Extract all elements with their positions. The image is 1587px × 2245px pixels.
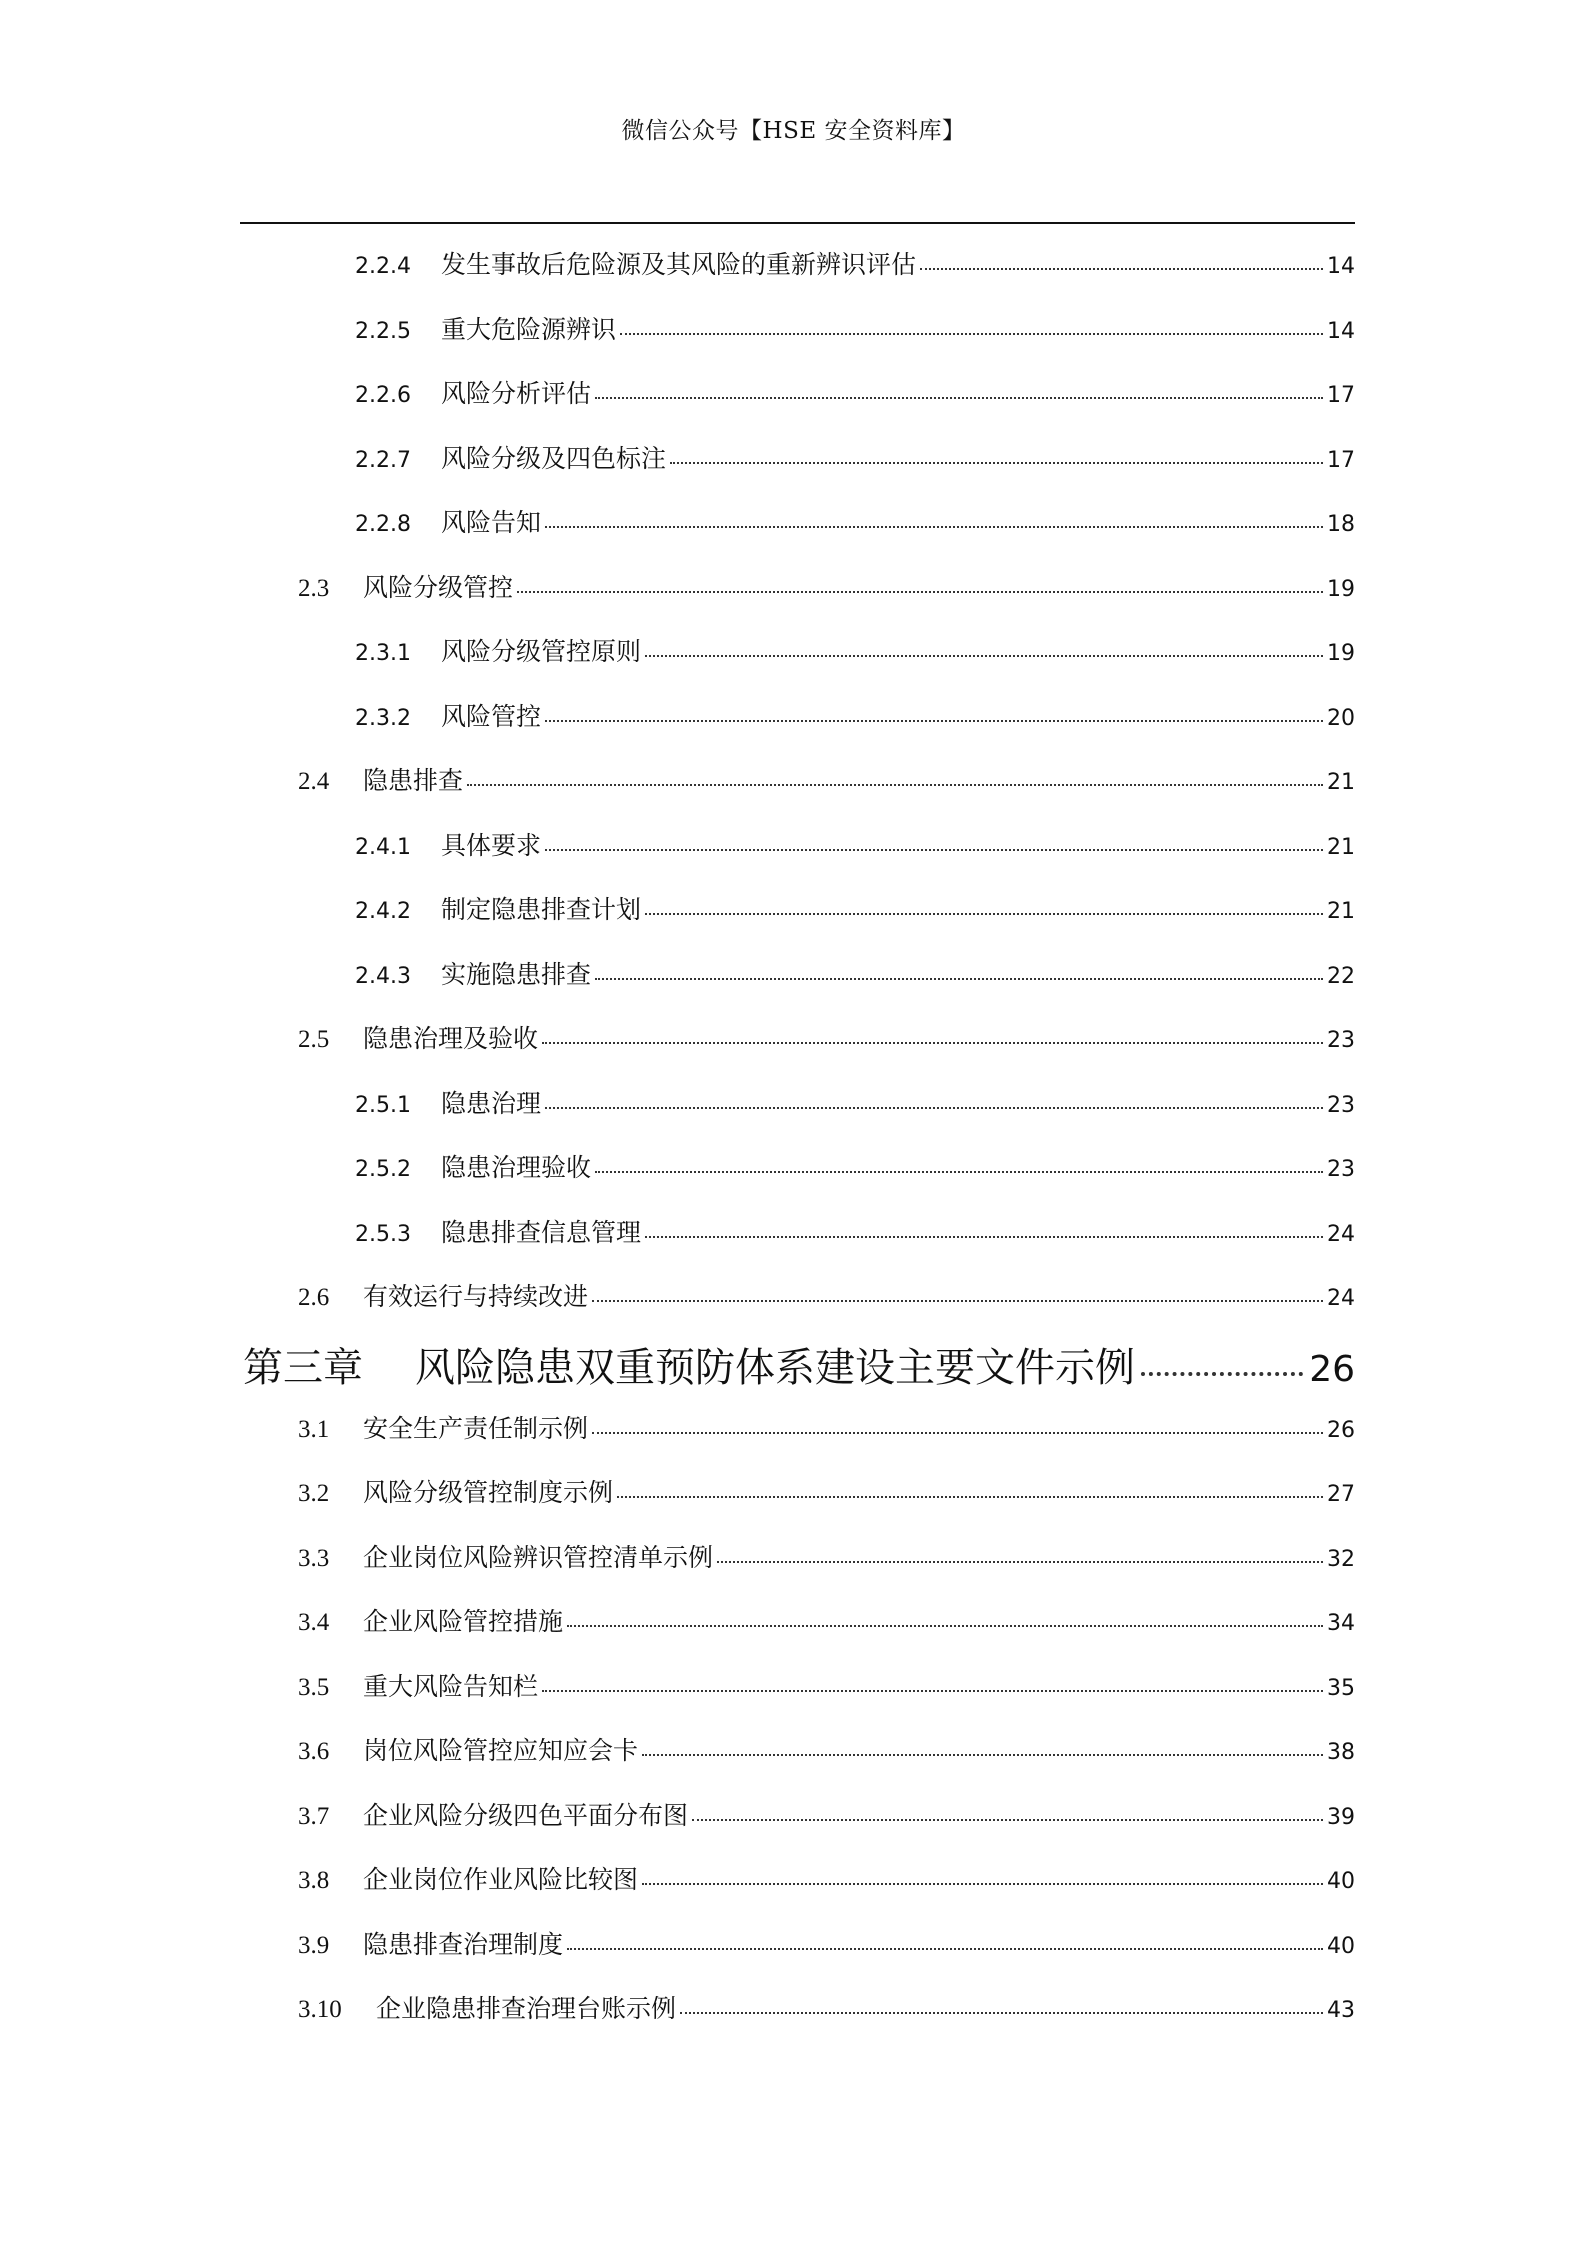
toc-entry[interactable] <box>355 890 1355 930</box>
toc-entry-number: 2.5.3 <box>355 1221 411 1247</box>
toc-entry[interactable] <box>298 1667 1355 1707</box>
toc-entry-number: 2.3.1 <box>355 641 411 666</box>
toc-entry-number: 3.6 <box>298 1738 330 1765</box>
toc-entry-title: 风险分级管控原则 <box>441 637 642 666</box>
toc-entry-page: 17 <box>1327 447 1355 473</box>
toc-entry-page: 40 <box>1327 1933 1355 1959</box>
toc-entry-title: 风险分级及四色标注 <box>441 443 667 473</box>
toc-entry-title: 风险分级管控 <box>363 572 514 602</box>
toc-entry-number: 2.6 <box>298 1284 330 1311</box>
toc-entry-number: 2.4.1 <box>355 834 411 860</box>
toc-entry-page: 23 <box>1327 1157 1355 1182</box>
toc-entry-page: 22 <box>1327 963 1355 989</box>
toc-entry-number: 2.4.3 <box>355 963 411 989</box>
toc-dot-leader <box>1141 1372 1303 1376</box>
toc-entry-title: 风险隐患双重预防体系建设主要文件示例 <box>415 1344 1135 1391</box>
toc-entry-number: 2.2.7 <box>355 447 411 473</box>
toc-entry-title: 隐患排查信息管理 <box>441 1217 642 1247</box>
toc-entry-page: 17 <box>1327 383 1355 408</box>
toc-entry-page: 43 <box>1327 1998 1355 2023</box>
toc-dot-leader <box>645 655 1323 657</box>
toc-entry-title: 企业风险分级四色平面分布图 <box>363 1800 689 1830</box>
toc-dot-leader <box>670 462 1323 464</box>
toc-dot-leader <box>592 1432 1323 1434</box>
toc-dot-leader <box>680 2012 1323 2014</box>
toc-dot-leader <box>592 1300 1323 1302</box>
toc-entry-title: 风险分析评估 <box>441 379 592 408</box>
toc-entry[interactable] <box>298 1538 1355 1578</box>
toc-entry-number: 2.2.4 <box>355 254 411 279</box>
toc-dot-leader <box>717 1561 1323 1563</box>
toc-entry-page: 26 <box>1309 1348 1355 1390</box>
toc-entry[interactable] <box>355 1213 1355 1253</box>
toc-entry[interactable] <box>298 1473 1355 1513</box>
toc-entry-title: 企业岗位作业风险比较图 <box>363 1865 639 1894</box>
toc-entry-page: 18 <box>1327 512 1355 537</box>
toc-entry-number: 2.2.5 <box>355 318 411 344</box>
toc-dot-leader <box>567 1625 1323 1627</box>
toc-entry-number: 2.3.2 <box>355 705 411 731</box>
toc-entry[interactable] <box>298 1796 1355 1836</box>
toc-entry-title: 企业隐患排查治理台账示例 <box>376 1994 677 2023</box>
toc-entry-title: 风险管控 <box>441 701 542 731</box>
toc-dot-leader <box>595 397 1323 399</box>
toc-entry-number: 2.5 <box>298 1026 330 1053</box>
toc-entry[interactable] <box>298 1860 1355 1900</box>
toc-dot-leader <box>545 1107 1323 1109</box>
toc-entry[interactable] <box>355 503 1355 543</box>
toc-dot-leader <box>620 333 1323 335</box>
toc-entry-title: 发生事故后危险源及其风险的重新辨识评估 <box>441 250 917 279</box>
toc-entry[interactable] <box>298 1277 1355 1317</box>
header-divider <box>240 222 1355 224</box>
toc-entry-page: 40 <box>1327 1869 1355 1894</box>
toc-entry-page: 23 <box>1327 1092 1355 1118</box>
toc-dot-leader <box>642 1883 1323 1885</box>
toc-entry-number: 2.2.8 <box>355 512 411 537</box>
toc-entry-page: 19 <box>1327 641 1355 666</box>
toc-dot-leader <box>642 1754 1323 1756</box>
toc-dot-leader <box>692 1819 1323 1821</box>
toc-dot-leader <box>542 1042 1323 1044</box>
toc-dot-leader <box>645 913 1323 915</box>
toc-entry-title: 有效运行与持续改进 <box>363 1282 589 1311</box>
toc-entry-number: 2.4.2 <box>355 899 411 924</box>
toc-entry-title: 隐患治理验收 <box>441 1153 592 1182</box>
toc-entry[interactable] <box>243 1340 1355 1396</box>
toc-entry-title: 风险告知 <box>441 508 542 537</box>
toc-entry-page: 32 <box>1327 1546 1355 1572</box>
toc-dot-leader <box>595 1171 1323 1173</box>
toc-dot-leader <box>545 720 1323 722</box>
toc-dot-leader <box>645 1236 1323 1238</box>
toc-entry-title: 岗位风险管控应知应会卡 <box>363 1736 639 1765</box>
toc-entry-number: 第三章 <box>243 1344 363 1391</box>
toc-entry[interactable] <box>298 1989 1355 2029</box>
toc-entry-number: 2.4 <box>298 768 330 795</box>
toc-entry-page: 24 <box>1327 1221 1355 1247</box>
toc-dot-leader <box>567 1948 1323 1950</box>
toc-entry-number: 3.2 <box>298 1480 330 1507</box>
toc-entry-page: 14 <box>1327 318 1355 344</box>
toc-entry-page: 14 <box>1327 254 1355 279</box>
toc-entry-page: 24 <box>1327 1286 1355 1311</box>
toc-entry-number: 3.9 <box>298 1931 330 1959</box>
toc-entry[interactable] <box>298 1409 1355 1449</box>
toc-entry[interactable] <box>355 955 1355 995</box>
toc-entry-title: 重大危险源辨识 <box>441 314 617 344</box>
toc-entry-title: 企业风险管控措施 <box>363 1607 564 1636</box>
toc-entry-page: 39 <box>1327 1804 1355 1830</box>
toc-entry-page: 20 <box>1327 705 1355 731</box>
toc-entry-number: 3.7 <box>298 1802 330 1830</box>
toc-entry[interactable] <box>355 245 1355 285</box>
page-header: 微信公众号【HSE 安全资料库】 <box>621 118 966 144</box>
toc-dot-leader <box>617 1496 1323 1498</box>
toc-entry[interactable] <box>298 1731 1355 1771</box>
toc-entry[interactable] <box>355 439 1355 479</box>
toc-entry-page: 26 <box>1327 1417 1355 1443</box>
toc-entry-number: 3.8 <box>298 1867 330 1894</box>
toc-entry-title: 实施隐患排查 <box>441 959 592 989</box>
toc-entry-title: 风险分级管控制度示例 <box>363 1478 614 1507</box>
toc-entry-page: 21 <box>1327 834 1355 860</box>
toc-entry[interactable] <box>355 826 1355 866</box>
toc-entry-number: 2.5.2 <box>355 1157 411 1182</box>
toc-entry-page: 21 <box>1327 899 1355 924</box>
toc-entry-title: 重大风险告知栏 <box>363 1671 539 1701</box>
toc-entry-title: 企业岗位风险辨识管控清单示例 <box>363 1542 714 1572</box>
toc-entry[interactable] <box>355 374 1355 414</box>
toc-dot-leader <box>595 978 1323 980</box>
toc-entry-number: 3.5 <box>298 1673 330 1701</box>
toc-entry[interactable] <box>355 1148 1355 1188</box>
toc-entry-number: 3.1 <box>298 1415 330 1443</box>
toc-entry-page: 35 <box>1327 1675 1355 1701</box>
toc-entry-title: 隐患治理及验收 <box>363 1024 539 1053</box>
toc-entry-title: 具体要求 <box>441 830 542 860</box>
toc-dot-leader <box>545 526 1323 528</box>
toc-entry-number: 2.2.6 <box>355 383 411 408</box>
toc-entry-number: 2.5.1 <box>355 1092 411 1118</box>
toc-entry-page: 34 <box>1327 1611 1355 1636</box>
toc-entry-page: 19 <box>1327 576 1355 602</box>
toc-entry[interactable] <box>298 1019 1355 1059</box>
toc-entry-number: 3.10 <box>298 1996 342 2023</box>
toc-dot-leader <box>545 849 1323 851</box>
toc-entry-title: 隐患治理 <box>441 1088 542 1118</box>
toc-entry[interactable] <box>298 1925 1355 1965</box>
toc-dot-leader <box>920 268 1323 270</box>
toc-entry-title: 隐患排查 <box>363 766 464 795</box>
toc-entry[interactable] <box>355 310 1355 350</box>
toc-entry-page: 23 <box>1327 1028 1355 1053</box>
toc-dot-leader <box>467 784 1323 786</box>
toc-entry[interactable] <box>355 632 1355 672</box>
toc-entry-page: 38 <box>1327 1740 1355 1765</box>
toc-entry-number: 3.3 <box>298 1544 330 1572</box>
toc-entry-title: 安全生产责任制示例 <box>363 1413 589 1443</box>
toc-entry-title: 制定隐患排查计划 <box>441 895 642 924</box>
toc-entry-title: 隐患排查治理制度 <box>363 1929 564 1959</box>
toc-entry-page: 27 <box>1327 1482 1355 1507</box>
toc-entry[interactable] <box>298 568 1355 608</box>
toc-entry-number: 2.3 <box>298 574 330 602</box>
toc-dot-leader <box>542 1690 1323 1692</box>
toc-dot-leader <box>517 591 1323 593</box>
toc-entry[interactable] <box>298 761 1355 801</box>
toc-entry[interactable] <box>355 697 1355 737</box>
toc-entry[interactable] <box>298 1602 1355 1642</box>
toc-entry-page: 21 <box>1327 770 1355 795</box>
toc-entry[interactable] <box>355 1084 1355 1124</box>
toc-entry-number: 3.4 <box>298 1609 330 1636</box>
